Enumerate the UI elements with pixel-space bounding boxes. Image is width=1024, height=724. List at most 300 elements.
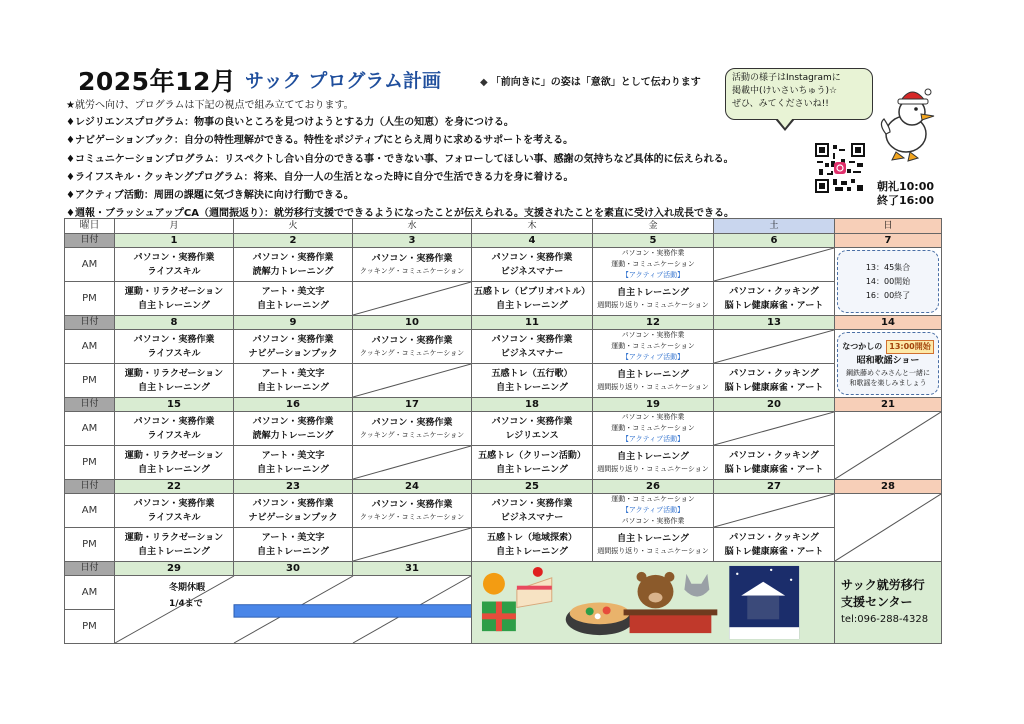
holiday-title: 冬期休暇 xyxy=(169,583,206,593)
am-cell xyxy=(835,494,942,562)
desc-active: ♦アクティブ活動：周囲の課題に気づき解決に向け行動できる。 xyxy=(66,190,354,201)
date-cell xyxy=(714,480,835,494)
am-cell xyxy=(234,494,353,528)
activity-text: 脳トレ健康麻雀・アート xyxy=(724,300,824,311)
date-label-text: 日付 xyxy=(80,317,99,327)
pm-label-text: PM xyxy=(82,374,97,386)
activity-text: クッキング・コミュニケーション xyxy=(359,431,465,439)
orange-icon xyxy=(483,573,505,595)
activity-text: 脳トレ健康麻雀・アート xyxy=(724,464,824,475)
pm-cell xyxy=(115,528,234,562)
blank-slash xyxy=(714,412,834,445)
date-number: 30 xyxy=(286,563,300,574)
date-cell xyxy=(593,480,714,494)
blank-slash xyxy=(714,330,834,363)
activity-text: パソコン・実務作業 xyxy=(133,334,215,345)
activity-text: パソコン・実務作業 xyxy=(371,336,453,346)
event-detail: 鋼鉄藤めぐみさんと一緒に xyxy=(846,368,930,377)
am-cell xyxy=(593,248,714,282)
gem-icon: ◆ xyxy=(480,77,488,88)
activity-text: 週間振り返り・コミュニケーション xyxy=(597,301,709,309)
activity-text: 自主トレーニング xyxy=(496,382,568,393)
program-calendar xyxy=(64,218,942,644)
am-cell xyxy=(472,248,593,282)
activity-text: ビジネスマナー xyxy=(500,348,564,359)
weekday-label-text: 曜日 xyxy=(79,220,100,231)
am-cell xyxy=(353,494,472,528)
date-number: 31 xyxy=(405,563,419,574)
date-cell xyxy=(472,234,593,248)
date-cell xyxy=(835,398,942,412)
weekday-text: 金 xyxy=(648,221,658,231)
sunday-event-note xyxy=(837,250,939,313)
weekday-6 xyxy=(835,219,942,234)
activity-text: 自主トレーニング xyxy=(617,452,689,462)
pm-cell xyxy=(353,528,472,562)
activity-text: ライフスキル xyxy=(147,512,201,523)
activity-text: 運動・リラクゼーション xyxy=(124,532,224,543)
date-number: 13 xyxy=(767,317,781,328)
activity-text: 自主トレーニング xyxy=(138,546,210,557)
blank-slash xyxy=(714,494,834,527)
blank-slash xyxy=(353,364,471,397)
weekday-text: 土 xyxy=(769,221,779,231)
pm-label-text: PM xyxy=(82,456,97,468)
desc-navigation: ♦ナビゲーションブック：自分の特性理解ができる。特性をポジティブにとらえ周りに求めるサポートを考える。 xyxy=(66,135,574,146)
activity-text: アート・美文字 xyxy=(261,368,325,379)
activity-text: 自主トレーニング xyxy=(257,300,329,311)
am-row xyxy=(65,330,942,364)
am-cell xyxy=(472,330,593,364)
date-number: 15 xyxy=(167,399,181,410)
date-cell xyxy=(234,480,353,494)
qr-code-icon[interactable] xyxy=(815,143,865,193)
date-cell xyxy=(472,480,593,494)
activity-text: 五感トレ（クリーン活動） xyxy=(478,450,586,461)
holiday-arrow xyxy=(115,576,471,643)
pm-cell xyxy=(472,282,593,316)
weekday-5 xyxy=(714,219,835,234)
date-number: 18 xyxy=(525,399,539,410)
activity-text: パソコン・実務作業 xyxy=(252,498,334,509)
pm-cell xyxy=(714,282,835,316)
activity-text: パソコン・クッキング xyxy=(729,368,819,379)
activity-text: パソコン・実務作業 xyxy=(133,252,215,263)
activity-text: パソコン・実務作業 xyxy=(133,416,215,427)
am-cell xyxy=(234,330,353,364)
date-cell xyxy=(115,480,234,494)
date-number: 23 xyxy=(286,481,300,492)
activity-text: クッキング・コミュニケーション xyxy=(359,349,465,357)
am-cell xyxy=(714,412,835,446)
pm-row xyxy=(65,446,942,480)
date-number: 17 xyxy=(405,399,419,410)
bubble-line: 掲載中(けいさいちゅう)☆ xyxy=(732,86,838,96)
pm-row xyxy=(65,282,942,316)
date-number: 26 xyxy=(646,481,660,492)
pm-cell xyxy=(593,282,714,316)
am-row xyxy=(65,248,942,282)
activity-text: 自主トレーニング xyxy=(496,546,568,557)
date-cell xyxy=(234,234,353,248)
date-cell xyxy=(115,234,234,248)
activity-text: 自主トレーニング xyxy=(138,300,210,311)
activity-text: パソコン・実務作業 xyxy=(252,252,334,263)
activity-text: 運動・リラクゼーション xyxy=(124,450,224,461)
activity-text: 運動・コミュニケーション xyxy=(611,342,695,350)
weekday-4 xyxy=(593,219,714,234)
date-number: 22 xyxy=(167,481,181,492)
pm-cell xyxy=(593,528,714,562)
activity-text: 【アクティブ活動】 xyxy=(621,353,685,361)
am-row xyxy=(65,494,942,528)
activity-text: 自主トレーニング xyxy=(138,382,210,393)
activity-text: 自主トレーニング xyxy=(617,288,689,298)
activity-text: 五感トレ（地域探索） xyxy=(486,532,577,543)
am-label xyxy=(65,248,115,282)
date-cell xyxy=(714,316,835,330)
am-label xyxy=(65,494,115,528)
open-time: 朝礼10:00 xyxy=(877,180,935,193)
activity-text: ナビゲーションブック xyxy=(248,348,338,359)
date-cell xyxy=(353,398,472,412)
blank-slash xyxy=(714,248,834,281)
date-number: 14 xyxy=(881,317,895,328)
activity-text: パソコン・実務作業 xyxy=(371,254,453,264)
date-cell xyxy=(234,562,353,576)
date-number: 27 xyxy=(767,481,781,492)
desc-weekly: ♦週報・ブラッシュアップCA（週間振返り）：就労移行支援でできるようになったことが伝えられる。支援されたことを素直に受け入れ成長できる。 xyxy=(66,208,734,219)
activity-text: 【アクティブ活動】 xyxy=(621,506,685,514)
activity-text: 自主トレーニング xyxy=(617,370,689,380)
activity-text: レジリエンス xyxy=(505,430,559,441)
date-number: 21 xyxy=(881,399,895,410)
am-cell xyxy=(115,494,234,528)
date-number: 1 xyxy=(170,235,178,246)
pm-cell xyxy=(714,528,835,562)
date-number: 25 xyxy=(525,481,539,492)
pm-cell xyxy=(234,446,353,480)
date-cell xyxy=(353,562,472,576)
date-cell xyxy=(835,234,942,248)
blank-slash xyxy=(353,446,471,479)
close-time: 終了16:00 xyxy=(877,194,935,207)
am-cell xyxy=(472,412,593,446)
am-cell xyxy=(593,330,714,364)
cat-icon xyxy=(684,574,709,597)
date-cell xyxy=(835,480,942,494)
pm-cell xyxy=(115,364,234,398)
org-phone: tel:096-288-4328 xyxy=(841,614,929,625)
pm-label xyxy=(65,364,115,398)
am-cell xyxy=(593,412,714,446)
date-number: 7 xyxy=(884,235,892,246)
bubble-line: ぜひ、みてくださいね!! xyxy=(732,99,829,109)
activity-text: 運動・コミュニケーション xyxy=(611,495,695,503)
date-cell xyxy=(234,398,353,412)
event-time-text: 16：00終了 xyxy=(865,290,911,300)
date-cell xyxy=(115,398,234,412)
weekday-1 xyxy=(234,219,353,234)
activity-text: ビジネスマナー xyxy=(500,512,564,523)
activity-text: 【アクティブ活動】 xyxy=(621,435,685,443)
date-number: 3 xyxy=(408,235,416,246)
date-label xyxy=(65,398,115,412)
pm-row xyxy=(65,364,942,398)
pm-cell xyxy=(115,282,234,316)
blank-slash xyxy=(835,412,941,479)
winter-illustration xyxy=(472,562,835,644)
program-title: サック プログラム計画 xyxy=(245,70,442,92)
weekday-0 xyxy=(115,219,234,234)
date-cell xyxy=(593,316,714,330)
date-cell xyxy=(353,316,472,330)
activity-text: ライフスキル xyxy=(147,266,201,277)
activity-text: パソコン・実務作業 xyxy=(621,331,685,339)
winter-illustration-art xyxy=(472,562,834,643)
activity-text: 自主トレーニング xyxy=(496,300,568,311)
activity-text: 自主トレーニング xyxy=(617,534,689,544)
activity-text: 脳トレ健康麻雀・アート xyxy=(724,382,824,393)
date-cell xyxy=(835,316,942,330)
am-cell xyxy=(835,330,942,398)
pm-cell xyxy=(472,528,593,562)
date-label xyxy=(65,562,115,576)
pm-cell xyxy=(472,364,593,398)
activity-text: アート・美文字 xyxy=(261,532,325,543)
activity-text: ライフスキル xyxy=(147,348,201,359)
pm-cell xyxy=(353,446,472,480)
event-time-text: 14：00開始 xyxy=(865,276,911,286)
weekday-2 xyxy=(353,219,472,234)
activity-text: 運動・コミュニケーション xyxy=(611,260,695,268)
blank-slash xyxy=(835,494,941,561)
slogan-text: 「前向きに」の姿は「意欲」として伝わります xyxy=(490,77,701,88)
pm-label xyxy=(65,446,115,480)
pm-cell xyxy=(714,364,835,398)
bubble-tail-fill xyxy=(777,118,793,128)
am-label xyxy=(65,412,115,446)
pm-label-text: PM xyxy=(82,538,97,550)
date-number: 8 xyxy=(170,317,178,328)
date-cell xyxy=(472,316,593,330)
weekday-text: 月 xyxy=(169,221,179,231)
am-label-text: AM xyxy=(81,422,98,434)
pm-cell xyxy=(593,364,714,398)
date-cell xyxy=(593,234,714,248)
duck-santa-icon xyxy=(876,84,942,164)
date-label-text: 日付 xyxy=(80,481,99,491)
activity-text: パソコン・実務作業 xyxy=(621,249,685,257)
cake-icon xyxy=(517,578,552,608)
event-title: なつかしの xyxy=(842,341,883,351)
date-number: 20 xyxy=(767,399,781,410)
showa-song-event xyxy=(837,332,939,395)
am-cell xyxy=(835,248,942,316)
weekday-row xyxy=(65,219,942,234)
date-cell xyxy=(353,480,472,494)
date-number: 16 xyxy=(286,399,300,410)
date-row xyxy=(65,480,942,494)
activity-text: ライフスキル xyxy=(147,430,201,441)
activity-text: 読解力トレーニング xyxy=(252,430,334,441)
activity-text: パソコン・実務作業 xyxy=(252,416,334,427)
date-number: 24 xyxy=(405,481,419,492)
activity-text: アート・美文字 xyxy=(261,286,325,297)
activity-text: パソコン・実務作業 xyxy=(252,334,334,345)
weekday-text: 木 xyxy=(527,221,537,231)
activity-text: 週間振り返り・コミュニケーション xyxy=(597,547,709,555)
event-title-line xyxy=(838,340,938,354)
date-label xyxy=(65,234,115,248)
event-detail: 和歌謡を楽しみましょう xyxy=(849,378,927,387)
date-number: 2 xyxy=(289,235,297,246)
activity-text: 週間振り返り・コミュニケーション xyxy=(597,383,709,391)
program-intro: ★就労へ向け、プログラムは下記の視点で組み立てております。 xyxy=(66,100,354,111)
pm-label-text: PM xyxy=(82,292,97,304)
event-title: 昭和歌謡ショー xyxy=(856,355,920,366)
pm-cell xyxy=(234,282,353,316)
activity-text: 運動・リラクゼーション xyxy=(124,368,224,379)
date-cell xyxy=(234,316,353,330)
activity-text: アート・美文字 xyxy=(261,450,325,461)
date-number: 12 xyxy=(646,317,660,328)
date-number: 4 xyxy=(528,235,536,246)
hours-info xyxy=(877,180,934,208)
activity-text: 自主トレーニング xyxy=(496,464,568,475)
activity-text: ビジネスマナー xyxy=(500,266,564,277)
am-cell xyxy=(353,248,472,282)
date-row xyxy=(65,562,942,576)
date-number: 19 xyxy=(646,399,660,410)
date-number: 29 xyxy=(167,563,181,574)
am-row xyxy=(65,412,942,446)
date-number: 9 xyxy=(289,317,297,328)
kotatsu-icon xyxy=(630,613,712,633)
am-cell xyxy=(115,412,234,446)
pm-cell xyxy=(234,364,353,398)
date-row xyxy=(65,398,942,412)
blank-slash xyxy=(353,282,471,315)
winter-holiday xyxy=(115,576,472,644)
slogan xyxy=(480,73,701,88)
pm-label xyxy=(65,610,115,644)
start-badge: 13:00開始 xyxy=(886,340,933,354)
activity-text: 自主トレーニング xyxy=(138,464,210,475)
activity-text: 自主トレーニング xyxy=(257,382,329,393)
activity-text: パソコン・実務作業 xyxy=(491,498,573,509)
date-number: 11 xyxy=(525,317,539,328)
pm-cell xyxy=(353,364,472,398)
am-cell xyxy=(234,412,353,446)
am-label-text: AM xyxy=(81,258,98,270)
am-label xyxy=(65,330,115,364)
pm-cell xyxy=(353,282,472,316)
activity-text: クッキング・コミュニケーション xyxy=(359,267,465,275)
date-cell xyxy=(115,562,234,576)
blank-slash xyxy=(353,528,471,561)
am-cell xyxy=(234,248,353,282)
date-row xyxy=(65,234,942,248)
pm-cell xyxy=(593,446,714,480)
am-label-text: AM xyxy=(81,340,98,352)
activity-text: パソコン・クッキング xyxy=(729,286,819,297)
date-cell xyxy=(353,234,472,248)
activity-text: 自主トレーニング xyxy=(257,464,329,475)
am-cell xyxy=(714,248,835,282)
am-cell xyxy=(353,412,472,446)
activity-text: ナビゲーションブック xyxy=(248,512,338,523)
date-number: 5 xyxy=(649,235,657,246)
activity-text: 読解力トレーニング xyxy=(252,266,334,277)
date-number: 28 xyxy=(881,481,895,492)
org-name: サック就労移行 xyxy=(841,578,925,592)
date-label xyxy=(65,316,115,330)
date-label-text: 日付 xyxy=(80,235,99,245)
weekday-label xyxy=(65,219,115,234)
event-time-text: 13：45集合 xyxy=(865,262,911,272)
instagram-bubble xyxy=(725,68,873,120)
am-label-text: AM xyxy=(81,504,98,516)
activity-text: 自主トレーニング xyxy=(257,546,329,557)
date-number: 10 xyxy=(405,317,419,328)
activity-text: パソコン・実務作業 xyxy=(491,334,573,345)
pm-cell xyxy=(115,446,234,480)
weekday-text: 火 xyxy=(288,221,298,231)
activity-text: 【アクティブ活動】 xyxy=(621,271,685,279)
pm-row xyxy=(65,528,942,562)
activity-text: 脳トレ健康麻雀・アート xyxy=(724,546,824,557)
activity-text: クッキング・コミュニケーション xyxy=(359,513,465,521)
activity-text: パソコン・実務作業 xyxy=(491,252,573,263)
am-cell xyxy=(115,248,234,282)
desc-resilience: ♦レジリエンスプログラム：物事の良いところを見つけようとする力（人生の知恵）を身につける。 xyxy=(66,117,514,128)
bubble-line: 活動の様子はInstagramに xyxy=(732,73,841,83)
activity-text: 五感トレ（ビブリオバトル） xyxy=(473,286,591,297)
date-cell xyxy=(472,398,593,412)
pm-label xyxy=(65,528,115,562)
activity-text: パソコン・実務作業 xyxy=(621,413,685,421)
org-name: 支援センター xyxy=(841,595,913,609)
activity-text: パソコン・実務作業 xyxy=(133,498,215,509)
date-cell xyxy=(593,398,714,412)
am-cell xyxy=(115,330,234,364)
activity-text: パソコン・実務作業 xyxy=(621,517,685,525)
date-number: 6 xyxy=(770,235,778,246)
pm-label-text: PM xyxy=(82,620,97,632)
holiday-until: 1/4まで xyxy=(169,599,203,609)
activity-text: 運動・コミュニケーション xyxy=(611,424,695,432)
date-label-text: 日付 xyxy=(80,399,99,409)
am-cell xyxy=(353,330,472,364)
am-cell xyxy=(593,494,714,528)
desc-communication: ♦コミュニケーションプログラム：リスペクトし合い自分のできる事・できない事、フォローしてほしい事、感謝の気持ちなど具体的に伝えられる。 xyxy=(66,154,734,165)
am-label xyxy=(65,576,115,610)
date-row xyxy=(65,316,942,330)
pm-cell xyxy=(234,528,353,562)
pm-label xyxy=(65,282,115,316)
am-cell xyxy=(472,494,593,528)
weekday-text: 日 xyxy=(883,221,893,231)
pm-cell xyxy=(714,446,835,480)
activity-text: 五感トレ（五行歌） xyxy=(491,368,573,379)
date-cell xyxy=(714,234,835,248)
desc-lifeskill: ♦ライフスキル・クッキングプログラム：将来、自分一人の生活となった時に自分で生活できる力を身に着ける。 xyxy=(66,172,574,183)
date-label-text: 日付 xyxy=(80,563,99,573)
weekday-text: 水 xyxy=(407,221,417,231)
date-label xyxy=(65,480,115,494)
date-cell xyxy=(115,316,234,330)
